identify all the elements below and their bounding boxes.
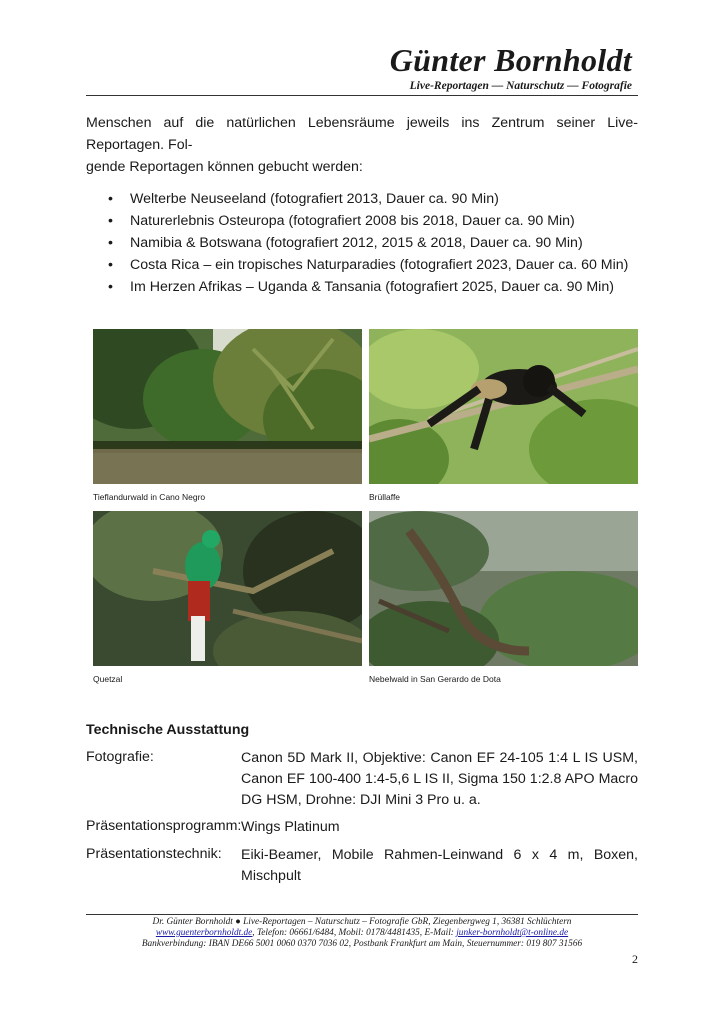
tech-label-praesentationsprogramm: Präsentationsprogramm: (86, 818, 242, 834)
letterhead-subtitle: Live-Reportagen — Naturschutz — Fotografie (409, 80, 632, 92)
footer-divider (86, 914, 638, 915)
bullet-icon: • (108, 235, 113, 251)
bullet-icon: • (108, 213, 113, 229)
letterhead-name: Günter Bornholdt (389, 42, 632, 78)
tech-label-fotografie: Fotografie: (86, 749, 154, 765)
bullet-icon: • (108, 191, 113, 207)
list-item: • Naturerlebnis Osteuropa (fotografiert 2008 bis 2018, Dauer ca. 90 Min) (108, 210, 628, 232)
list-item: • Im Herzen Afrikas – Uganda & Tansania (fotografiert 2025, Dauer ca. 90 Min) (108, 276, 628, 298)
photo-quetzal (93, 511, 362, 666)
footer-address: Dr. Günter Bornholdt ● Live-Reportagen – Naturschutz – Fotografie GbR, Ziegenbergweg 1, 36381 Schlüchtern (152, 917, 572, 927)
list-item: • Welterbe Neuseeland (fotografiert 2013, Dauer ca. 90 Min) (108, 188, 628, 210)
intro-paragraph (86, 112, 638, 178)
tech-value-fotografie: Canon 5D Mark II, Objektive: Canon EF 24-105 1:4 L IS USM, Canon EF 100-400 1:4-5,6 L IS II, Sigma 150 1:2.8 APO Macro DG HSM, Drohne: DJI Mini 3 Pro u. a. (241, 750, 638, 808)
footer-bank: Bankverbindung: IBAN DE66 5001 0060 0370 7036 02, Postbank Frankfurt am Main, Steuernummer: 019 807 31566 (141, 939, 583, 949)
website-link[interactable]: www.guenterbornholdt.de (155, 928, 253, 938)
intro-line-1: Menschen auf die natürlichen Lebensräume jeweils ins Zentrum seiner Live-Reportagen. Fol- (86, 115, 638, 153)
section-title-technik: Technische Ausstattung (86, 722, 250, 738)
photo-caption: Brüllaffe (369, 492, 401, 502)
intro-line-2: gende Reportagen können gebucht werden: (86, 159, 363, 175)
photo-lowland-rainforest (93, 329, 362, 484)
tech-value-praesentationsprogramm: Wings Platinum (241, 819, 340, 835)
email-link[interactable]: junker-bornholdt@t-online.de (456, 928, 569, 938)
bullet-icon: • (108, 257, 113, 273)
photo-howler-monkey (369, 329, 638, 484)
page-number: 2 (632, 952, 638, 966)
list-item: • Costa Rica – ein tropisches Naturparadies (fotografiert 2023, Dauer ca. 60 Min) (108, 254, 628, 276)
list-item: • Namibia & Botswana (fotografiert 2012, 2015 & 2018, Dauer ca. 90 Min) (108, 232, 628, 254)
header-divider (86, 95, 638, 96)
tech-value-praesentationstechnik: Eiki-Beamer, Mobile Rahmen-Leinwand 6 x 4 m, Boxen, Mischpult (241, 847, 638, 884)
bullet-icon: • (108, 279, 113, 295)
photo-cloud-forest (369, 511, 638, 666)
footer-contact: www.guenterbornholdt.de, Telefon: 06661/6484, Mobil: 0178/4481435, E-Mail: junker-bornholdt@t-online.de (155, 928, 569, 938)
photo-caption: Nebelwald in San Gerardo de Dota (369, 674, 501, 684)
reportagen-list (108, 188, 628, 298)
photo-caption: Quetzal (93, 674, 123, 684)
tech-label-praesentationstechnik: Präsentationstechnik: (86, 846, 222, 862)
photo-caption: Tieflandurwald in Cano Negro (93, 492, 206, 502)
